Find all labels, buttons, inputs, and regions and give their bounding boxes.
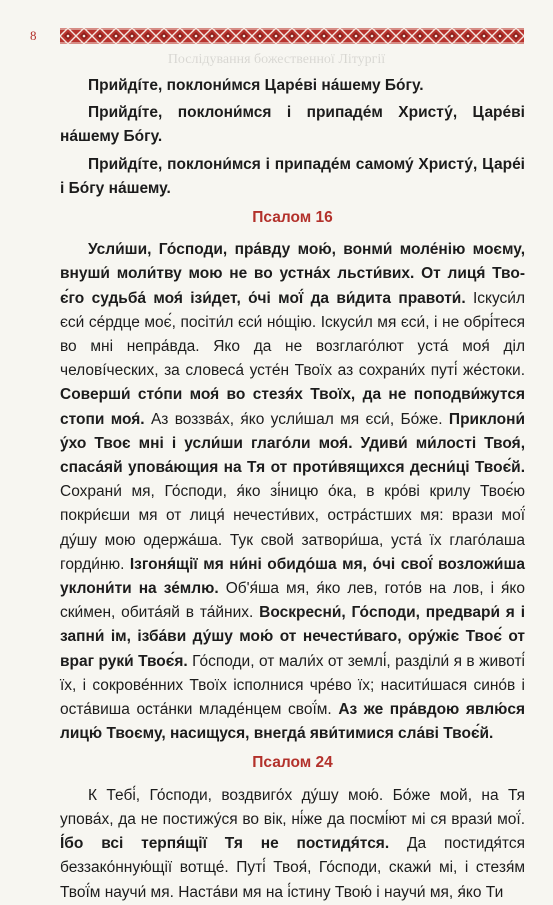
verse-segment: Соверши́ сто́пи моя́ во стезя́х Твоїх, да не поподви́жутся стопи моя́. [60, 386, 525, 428]
verse-segment: Усли́ши, Го́споди, пра́вду мою́, вонми́ моле́нію моєму, внуши́ моли́тву мою не во устна́х льсти́вих. От лиця́ Тво-є́го судьба́ моя́ ізи́дет, о́чі мої́ да ви́дита правоти́. [60, 241, 525, 307]
verse-segment: Ізгоня́щії мя ни́ні обидо́ша мя, о́чі свої́ возложи́ша уклони́ти на зе́млю. [60, 555, 525, 598]
psalm-24-text [60, 784, 525, 905]
decorative-ornament-band [60, 28, 524, 44]
verse-segment: К Тебі́, Го́споди, воздвиго́х ду́шу мою́. Бо́же мой, на Тя упова́х, да не постижу́ся во вік, ні́же да посмі́ют мі ся врази́ мої́. [60, 786, 525, 828]
verse-segment: Приклони́ у́хо Твоє мні і усли́ши глаго́ли моя́. Удиви́ ми́лості Твоя́, спаса́яй упова́ющия на Тя от проти́вящихся десни́ці Твоє́й. [60, 410, 526, 477]
verse-segment: Го́споди, от мали́х от землі́, разділи́ я в животі́ їх, і сокрове́нних Твоїх ісполнися чре́во їх; насити́шася сино́в і оста́виша оста́нки младе́нцем свої́м. [60, 652, 525, 719]
ornament-pattern [60, 28, 524, 44]
verse-segment: Аз же пра́вдою явлю́ся лицю́ Твоєму, насищуся, внегда́ яви́тимися сла́ві Твоє́й. [60, 701, 525, 743]
verse-segment: Аз воззва́х, я́ко усли́шал мя єси́, Бо́же. [150, 410, 449, 428]
invocation-line: Прийдíте, поклони́мся Царе́ві на́шему Бо́гу. [88, 77, 424, 94]
bleed-through-text: Послідування божественної Літургії [167, 52, 386, 67]
invocation-line: Прийдíте, поклони́мся і припаде́м Христу́, Царе́ві на́шему Бо́гу. [60, 104, 525, 146]
psalm-16-text [60, 238, 525, 746]
verse-segment: Іскуси́л єси́ се́рдце моє́, посіти́л єси́ но́щію. Іскуси́л мя єси́, і не обрі́теся во мні непра́вда. Яко да не возглаго́лют уста́ моя́ діл человíческих, за словеса́ усте́н Твоїх аз сохрани́х путі́ же́стоки. [60, 289, 525, 380]
invocation-line: Прийдíте, поклони́мся і припаде́м самому́ Христу́, Царе́і і Бо́гу на́шему. [60, 155, 525, 197]
verse-segment: Да постидя́тся беззако́нную́щії вотще́. Путі́ Твоя́, Го́споди, скажи́ мі, і стезя́м Твої́м научи́ мя. Наста́ви мя на і́стину Твою́ і научи́ мя, я́ко Ти [60, 835, 526, 901]
invocation-block [60, 74, 525, 201]
psalm-title: Псалом 24 [252, 754, 333, 772]
verse-segment: Воскресни́, Го́споди, предвари́ я і запни́ ім, ізба́ви ду́шу мою́ от нечести́ваго, ору́жіє Твоє́ от враг руки́ Твоє́я. [60, 604, 525, 670]
verse-segment: Сохрани́ мя, Го́споди, я́ко зі́ницю о́ка, в кро́ві крилу Твоє́ю покри́єши мя от лиця́ нечести́вих, остра́стших мя: врази мої́ ду́шу мою одержа́ша. Тук свой затвори́ша, уста́ їх глаго́лаша горди́ню. [60, 483, 525, 573]
verse-segment: І́бо всі терпя́щії Тя не постидя́тся. [60, 835, 408, 853]
psalm-title: Псалом 16 [252, 209, 333, 227]
page-number: 8 [30, 28, 37, 43]
verse-segment: Об'я́ша мя, я́ко лев, гото́в на лов, і я́ко ски́мен, обита́яй в та́йних. [60, 580, 525, 622]
page-content [60, 74, 525, 905]
